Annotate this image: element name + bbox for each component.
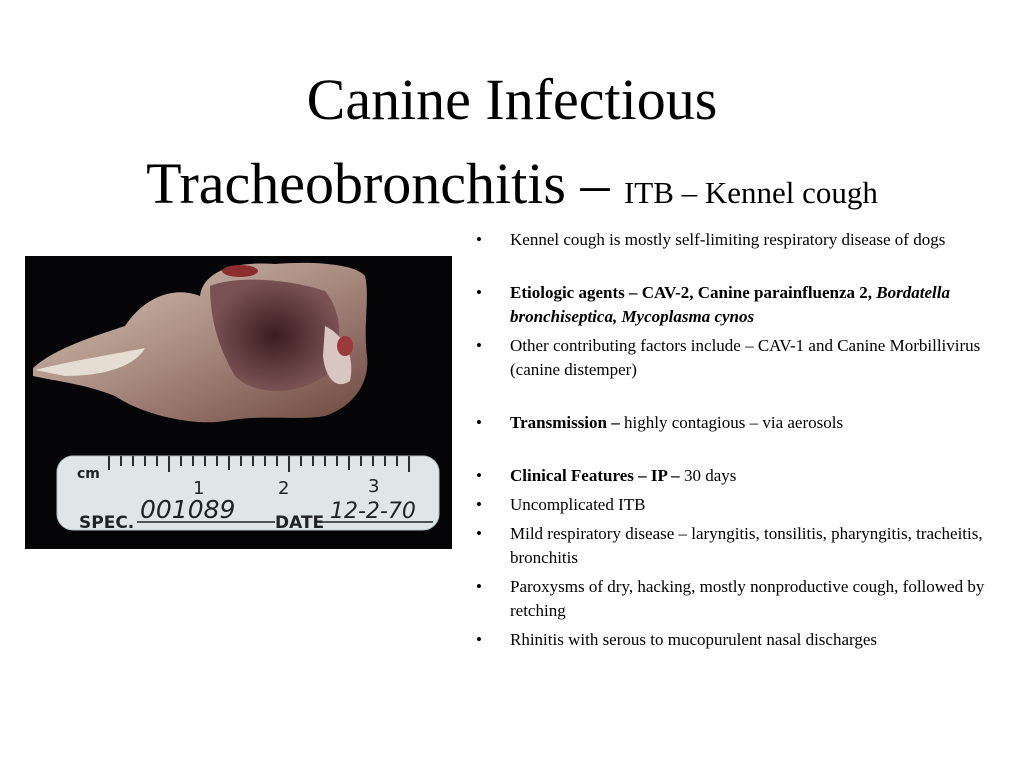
bullet-marker: • <box>476 577 482 596</box>
bullet-text: Paroxysms of dry, hacking, mostly nonproductive cough, followed by retching <box>510 577 985 620</box>
title-suffix: ITB – Kennel cough <box>623 175 878 210</box>
title-line-2: Tracheobronchitis – <box>146 151 624 216</box>
bullet-text: 30 days <box>679 466 737 485</box>
specimen-photo <box>25 256 452 549</box>
bullet-text: Mild respiratory disease – laryngitis, tonsilitis, pharyngitis, tracheitis, bronchitis <box>510 524 983 567</box>
bullet-item <box>466 493 996 517</box>
specimen-photo-svg <box>25 256 452 549</box>
label-spec-number: 001089 <box>140 495 236 524</box>
ruler-number-3: 3 <box>368 476 380 497</box>
bullet-text: highly contagious – via aerosols <box>619 413 844 432</box>
ruler-number-1: 1 <box>193 478 205 499</box>
bullet-item <box>466 334 996 382</box>
bullet-item <box>466 464 996 488</box>
ruler-unit: cm <box>77 466 100 482</box>
label-spec: SPEC. <box>79 513 135 533</box>
bullet-marker: • <box>476 413 482 432</box>
bullet-marker: • <box>476 495 482 514</box>
bullet-item <box>466 628 996 652</box>
bullet-item <box>466 411 996 435</box>
bullet-text: Rhinitis with serous to mucopurulent nasal discharges <box>510 630 878 649</box>
bullet-bold-text: Transmission – <box>510 413 620 432</box>
slide-title <box>0 62 1024 231</box>
bullet-text: Uncomplicated ITB <box>510 495 646 514</box>
bullet-marker: • <box>476 630 482 649</box>
bullet-item <box>466 228 996 252</box>
label-date: DATE <box>275 513 325 533</box>
bullet-marker: • <box>476 336 482 355</box>
bullet-bold-text: Clinical Features – IP – <box>510 466 680 485</box>
bullet-item <box>466 522 996 570</box>
bullet-bold-italic-text: Bordatella bronchiseptica, Mycoplasma cynos <box>510 283 950 326</box>
title-line-1: Canine Infectious <box>306 67 718 132</box>
bullet-item <box>466 281 996 329</box>
bullet-marker: • <box>476 466 482 485</box>
bullet-bold-text: Etiologic agents – CAV-2, Canine parainfluenza 2, <box>510 283 873 302</box>
bullet-text: Kennel cough is mostly self-limiting respiratory disease of dogs <box>510 230 946 249</box>
bullet-list <box>466 228 996 657</box>
bullet-marker: • <box>476 283 482 302</box>
bullet-text: Other contributing factors include – CAV-1 and Canine Morbillivirus (canine distemper) <box>510 336 981 379</box>
bullet-item <box>466 575 996 623</box>
ruler-number-2: 2 <box>278 478 290 499</box>
bullet-marker: • <box>476 230 482 249</box>
label-date-value: 12-2-70 <box>330 499 416 524</box>
bullet-marker: • <box>476 524 482 543</box>
